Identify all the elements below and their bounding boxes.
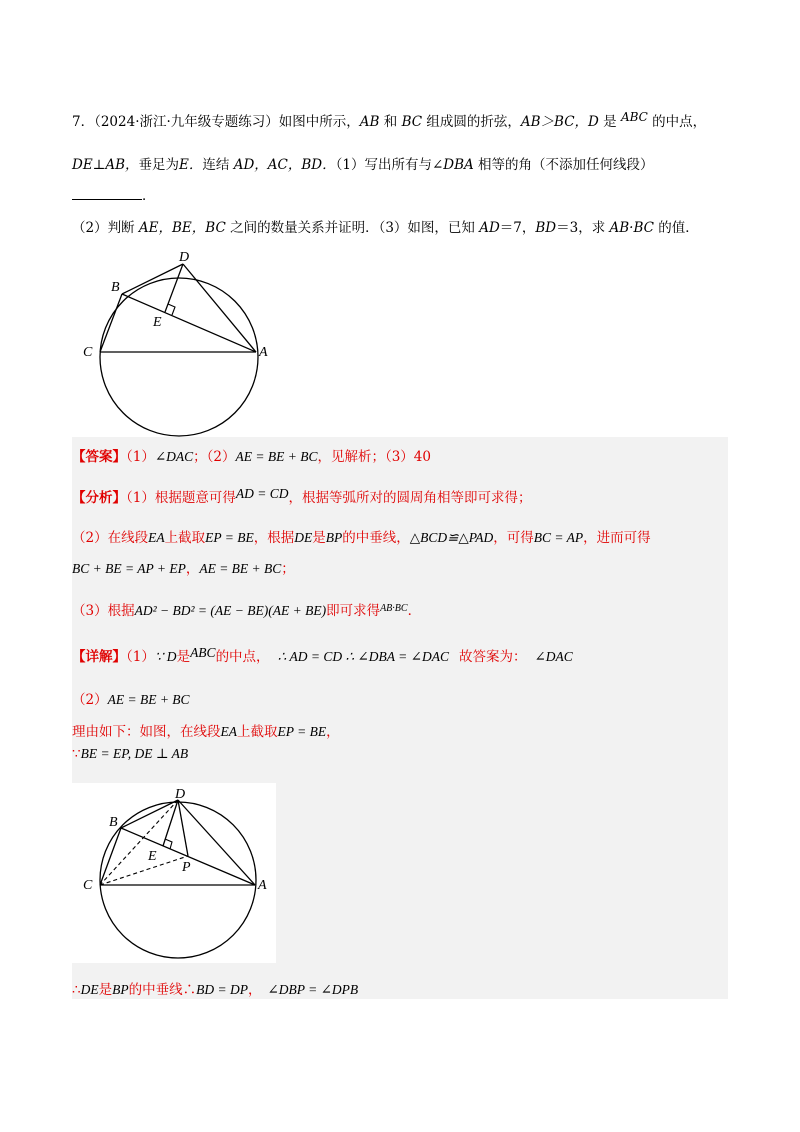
label-p: P <box>182 860 191 875</box>
figure-1-circle-diagram <box>78 248 288 438</box>
question-line-1: 7．（2024·浙江·九年级专题练习）如图中所示，AB 和 BC 组成圆的折弦，AB＞BC，D 是 ABC 的中点， <box>72 110 707 130</box>
analysis-line-1: 【分析】（1）根据题意可得AD = CD，根据等弧所对的圆周角相等即可求得； <box>72 486 532 506</box>
answer-line: 【答案】（1）∠DAC；（2）AE = BE + BC，见解析；（3）40 <box>72 449 431 465</box>
question-line-2: DE⊥AB，垂足为E．连结 AD，AC，BD．（1）写出所有与∠DBA 相等的角（不添加任何线段） <box>72 157 654 173</box>
figure-2-circle-diagram <box>78 786 278 961</box>
chord-cb <box>100 294 122 352</box>
detail-tag: 【详解】 <box>72 649 126 665</box>
segment-dp <box>178 800 188 856</box>
circle <box>100 278 258 436</box>
analysis-line-2: （2）在线段EA上截取EP = BE，根据DE是BP的中垂线，△BCD≌△PAD，可得BC = AP，进而可得 <box>72 530 651 546</box>
label-d: D <box>175 787 186 802</box>
label-a: A <box>258 878 267 893</box>
label-e: E <box>148 849 157 864</box>
answer-blank <box>72 189 142 200</box>
detail-line-1: 【详解】（1）∵ D是ABC的中点， ∴ AD = CD ∴ ∠DBA = ∠DAC 故答案为： ∠DAC <box>72 645 573 665</box>
label-d: D <box>179 250 190 265</box>
question-number: 7． <box>72 114 95 130</box>
label-a: A <box>259 345 268 360</box>
analysis-line-4: （3）根据AD² − BD² = (AE − BE)(AE + BE)即可求得$^{AB\cdot BC}$． <box>72 603 422 619</box>
label-c: C <box>83 345 93 360</box>
label-b: B <box>109 815 118 830</box>
analysis-line-3: BC + BE = AP + EP，AE = BE + BC； <box>72 561 295 577</box>
label-b: B <box>111 280 120 295</box>
label-e: E <box>153 315 162 330</box>
arc-abc: ABC <box>620 110 648 124</box>
question-line-4: （2）判断 AE，BE，BC 之间的数量关系并证明．（3）如图，已知 AD＝7，BD＝3，求 AB·BC 的值． <box>72 220 699 236</box>
detail-line-2: （2）AE = BE + BC <box>72 692 190 708</box>
chord-bd <box>121 800 178 828</box>
detail-line-5: ∴DE是BP的中垂线∴BD = DP， ∠DBP = ∠DPB <box>72 982 359 998</box>
question-line-3: ． <box>72 184 156 204</box>
dashed-cp <box>100 856 188 885</box>
detail-line-4: ∵BE = EP, DE ⊥ AB <box>72 746 189 762</box>
chord-da <box>183 264 256 352</box>
right-angle-mark <box>168 304 175 315</box>
analysis-tag: 【分析】 <box>72 490 126 506</box>
answer-tag: 【答案】 <box>72 449 126 465</box>
circle <box>100 802 256 958</box>
question-source: （2024·浙江·九年级专题练习） <box>94 114 279 130</box>
label-c: C <box>83 878 93 893</box>
detail-line-3: 理由如下：如图，在线段EA上截取EP = BE， <box>72 724 340 740</box>
